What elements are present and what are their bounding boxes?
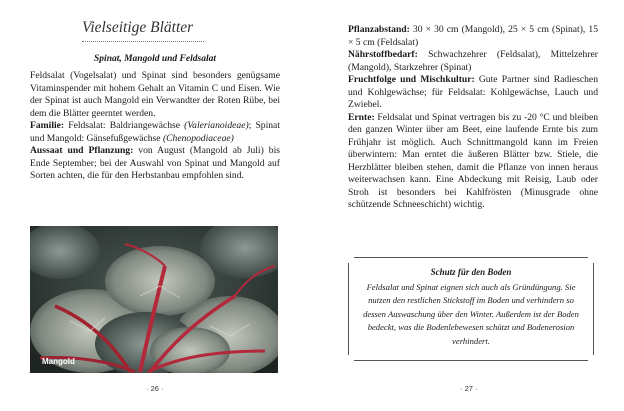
chard-photo-graphic [30, 226, 278, 373]
info-box-corner [588, 355, 599, 366]
photo-caption: Mangold [42, 357, 75, 366]
right-body-text [348, 24, 598, 212]
aussaat-label: Aussaat und Pflanzung: [30, 145, 134, 156]
chard-photo [30, 226, 278, 373]
title-rule [82, 41, 204, 42]
ernte-text: Feldsalat und Spinat vertragen bis zu -20 °C und bleiben den ganzen Winter über am Beet, eine laufende Ernte bis zum Frühjahr ist möglich. Auch Schnittmangold kann im Freien überwintern: Man erntet die äußeren Blätter bzw. Stiele, die Herzblätter bleiben stehen, damit die Pflanze von innen heraus weiterwachsen kann. Eine Abdeckung mit Reisig, Laub oder Stroh ist besonders bei Kahlfrösten (Minusgrade ohne schützende Schneeschicht) wichtig. [348, 111, 598, 210]
fruchtfolge-paragraph [348, 74, 598, 112]
info-box-corner [343, 252, 354, 263]
naehrstoff-label: Nährstoffbedarf: [348, 49, 418, 60]
familie-text-1: Feldsalat: Baldriangewächse [64, 120, 185, 131]
info-box-text: Feldsalat und Spinat eignen sich auch als Gründüngung. Sie nutzen den restlichen Stickstoff im Boden und verhindern so dessen Auswaschung über den Winter. Außerdem ist der Boden bedeckt, was die Bodenlebewesen schützt und Bodenerosion verhindert. [363, 282, 579, 346]
familie-latin-2: (Chenopodiaceae) [162, 132, 234, 144]
info-box [348, 257, 594, 361]
left-body-text [30, 70, 280, 183]
familie-label: Familie: [30, 120, 65, 131]
page-number-right: · 27 · [460, 384, 478, 393]
info-box-corner [343, 355, 354, 366]
familie-text-2: ; Spinat und Mangold: Gänsefußgewächse [30, 120, 280, 144]
familie-latin-1: (Valerianoideae) [184, 120, 249, 131]
pflanzabstand-label: Pflanzabstand: [348, 24, 410, 35]
familie-paragraph [30, 120, 280, 145]
intro-paragraph: Feldsalat (Vogelsalat) und Spinat sind besonders genügsame Vitaminspender mit hohem Gehalt an Vitamin C und Eisen. Wie der Spinat ist auch Mangold ein Verwandter der Roten Rübe, bei dem die Blätter geerntet werden. [30, 70, 280, 119]
ernte-paragraph [348, 112, 598, 212]
aussaat-text: von August (Mangold ab Juli) bis Ende September; bei der Auswahl von Spinat und Mangold auf Sorten achten, die für den Herbstanbau empfohlen sind. [30, 145, 280, 181]
naehrstoff-text: Schwachzehrer (Feldsalat), Mittelzehrer (Mangold), Starkzehrer (Spinat) [348, 49, 598, 73]
fruchtfolge-text: Gute Partner sind Radieschen und Kohlgewächse; für Feldsalat: Kohlgewächse, Lauch und Zwiebel. [348, 74, 598, 110]
page-number-left: · 26 · [146, 384, 164, 393]
pflanzabstand-text: 30 × 30 cm (Mangold), 25 × 5 cm (Spinat), 15 × 5 cm (Feldsalat) [348, 24, 598, 48]
section-title: Vielseitige Blätter [82, 19, 194, 36]
fruchtfolge-label: Fruchtfolge und Mischkultur: [348, 74, 475, 85]
ernte-label: Ernte: [348, 111, 375, 123]
aussaat-paragraph [30, 145, 280, 183]
pflanzabstand-paragraph [348, 24, 598, 49]
info-box-title: Schutz für den Boden [430, 267, 512, 277]
naehrstoff-paragraph [348, 49, 598, 74]
info-box-corner [588, 252, 599, 263]
subheading: Spinat, Mangold und Feldsalat [94, 54, 216, 64]
